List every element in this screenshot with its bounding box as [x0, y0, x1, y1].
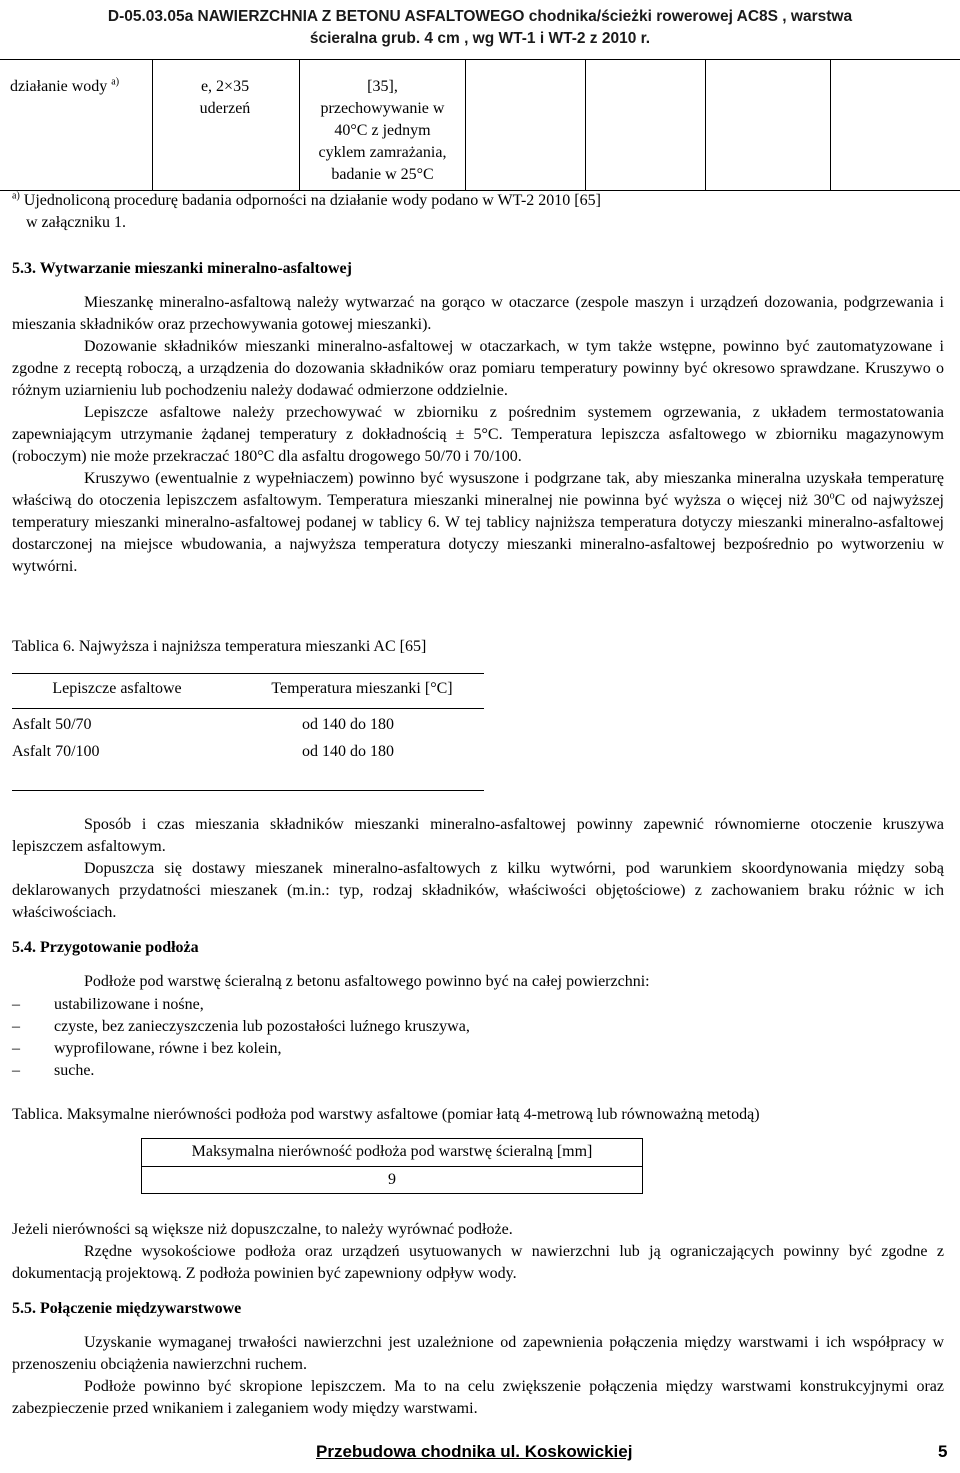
table-6-cell: od 140 do 180 — [302, 743, 394, 760]
paragraph: Uzyskanie wymaganej trwałości nawierzchni jest uzależnione od zapewnienia połączenia między warstwami i ich współpracy w przenoszeniu obciążenia nawierzchni ruchem. — [12, 1334, 944, 1373]
page-number: 5 — [938, 1442, 948, 1461]
header-line-1: D-05.03.05a NAWIERZCHNIA Z BETONU ASFALTOWEGO chodnika/ścieżki rowerowej AC8S , warstwa — [107, 8, 853, 25]
table-6-header-binder: Lepiszcze asfaltowe — [52, 680, 182, 697]
section-5-5-body — [12, 1332, 944, 1420]
document-header — [0, 0, 960, 60]
table-cell-condition: e, 2×35 uderzeń — [199, 78, 251, 117]
paragraph: Podłoże pod warstwę ścieralną z betonu asfaltowego powinno być na całej powierzchni: — [84, 973, 650, 990]
table-cell-property: działanie wody $^{a)}$ — [10, 76, 120, 95]
table-6-caption: Tablica 6. Najwyższa i najniższa temperatura mieszanki AC [65] — [12, 638, 427, 655]
section-heading-5-4: 5.4. Przygotowanie podłoża — [12, 939, 199, 956]
mixing-paragraphs — [12, 814, 944, 924]
table-cell-method: [35], przechowywanie w 40°C z jednym cyklem zamrażania, badanie w 25°C — [318, 78, 447, 183]
table-6-header-rule — [12, 708, 484, 709]
unevenness-table-value: 9 — [388, 1171, 396, 1188]
paragraph: Lepiszcze asfaltowe należy przechowywać w zbiorniku z pośrednim systemem ogrzewania, z układem termostatowania zapewniającym utrzymanie żądanej temperatury z dokładnością ± 5°C. Temperatura lepiszcza asfaltowego w zbiorniku magazynowym (roboczym) nie może przekraczać 180°C dla asfaltu drogowego 50/70 i 70/100. — [12, 404, 944, 465]
table-6-cell: Asfalt 70/100 — [12, 743, 100, 760]
table-divider — [585, 60, 586, 190]
unevenness-table — [141, 1138, 643, 1194]
unevenness-table-caption: Tablica. Maksymalne nierówności podłoża pod warstwy asfaltowe (pomiar łatą 4-metrową lub równoważną metodą) — [12, 1106, 760, 1123]
section-heading-5-3: 5.3. Wytwarzanie mieszanki mineralno-asfaltowej — [12, 260, 352, 277]
substrate-requirements-list — [12, 994, 912, 1082]
paragraph: Dozowanie składników mieszanki mineralno-asfaltowej w otaczarkach, w tym także wstępne, powinno być zautomatyzowane i zgodne z receptą roboczą, a urządzenia do dozowania składników oraz pomiaru temperatury powinny być okresowo sprawdzane. Kruszywo o różnym uziarnieniu lub pochodzeniu należy dodawać odmierzone oddzielnie. — [12, 338, 944, 399]
section-heading-5-5: 5.5. Połączenie międzywarstwowe — [12, 1300, 242, 1317]
paragraph: Mieszankę mineralno-asfaltową należy wytwarzać na gorąco w otaczarce (zespole maszyn i urządzeń dozowania, podgrzewania i mieszania składników oraz przechowywania gotowej mieszanki). — [12, 294, 944, 333]
table-divider — [705, 60, 706, 190]
header-line-2: ścieralna grub. 4 cm , wg WT-1 i WT-2 z 2010 r. — [309, 30, 651, 47]
paragraph: Jeżeli nierówności są większe niż dopuszczalne, to należy wyrównać podłoże. — [12, 1221, 513, 1238]
unevenness-table-header: Maksymalna nierówność podłoża pod warstwę ścieralną [mm] — [191, 1143, 593, 1160]
table-6-cell: od 140 do 180 — [302, 716, 394, 733]
list-item: – czyste, bez zanieczyszczenia lub pozostałości luźnego kruszywa, — [12, 1018, 470, 1035]
section-5-4-intro — [12, 971, 944, 993]
table-divider — [830, 60, 831, 190]
table-6 — [12, 673, 484, 791]
table-divider — [465, 60, 466, 190]
list-item: – suche. — [12, 1062, 95, 1079]
section-5-3-body — [12, 292, 944, 578]
table-divider — [152, 60, 153, 190]
footer-title: Przebudowa chodnika ul. Koskowickiej — [316, 1442, 633, 1461]
paragraph: Sposób i czas mieszania składników mieszanki mineralno-asfaltowej powinny zapewnić równomierne otoczenie kruszywa lepiszczem asfaltowym. — [12, 816, 944, 855]
paragraph: Podłoże powinno być skropione lepiszczem. Ma to na celu zwiększenie połączenia między warstwami konstrukcyjnymi oraz zabezpieczenie przed wnikaniem i zaleganiem wody między warstwami. — [12, 1378, 944, 1417]
table-footnote: $^{a)}$ Ujednoliconą procedurę badania odporności na działanie wody podano w WT-2 2010 [65] w załączniku 1. — [12, 190, 601, 231]
section-5-4-body — [12, 1219, 944, 1285]
paragraph: Kruszywo (ewentualnie z wypełniaczem) powinno być wysuszone i podgrzane tak, aby mieszanka mineralna uzyskała temperaturę właściwą do otoczenia lepiszczem asfaltowym. Temperatura mieszanki mineralnej nie powinna być wyższa o więcej niż 30$^o$C od najwyższej temperatury mieszanki mineralno-asfaltowej podanej w tablicy 6. W tej tablicy najniższa temperatura dotyczy mieszanki mineralno-asfaltowej dostarczonej na miejsce wbudowania, a najwyższa temperatura dotyczy mieszanki mineralno-asfaltowej bezpośrednio po wytworzeniu w wytwórni. — [12, 470, 945, 575]
list-item: – wyprofilowane, równe i bez kolein, — [12, 1040, 282, 1057]
table-6-header-temperature: Temperatura mieszanki [°C] — [271, 680, 453, 697]
paragraph: Dopuszcza się dostawy mieszanek mineralno-asfaltowych z kilku wytwórni, pod warunkiem skoordynowania między sobą deklarowanych przydatności mieszanek (m.in.: typ, rodzaj składników, właściwości objętościowe) z zachowaniem braku różnic w ich właściwościach. — [12, 860, 944, 921]
unevenness-table-rule — [142, 1166, 642, 1167]
top-table — [0, 60, 960, 190]
table-6-cell: Asfalt 50/70 — [12, 716, 92, 733]
paragraph: Rzędne wysokościowe podłoża oraz urządzeń usytuowanych w nawierzchni lub ją ograniczających powinny być zgodne z dokumentacją projektową. Z podłoża powinien być zapewniony odpływ wody. — [12, 1243, 944, 1282]
list-item: – ustabilizowane i nośne, — [12, 996, 204, 1013]
